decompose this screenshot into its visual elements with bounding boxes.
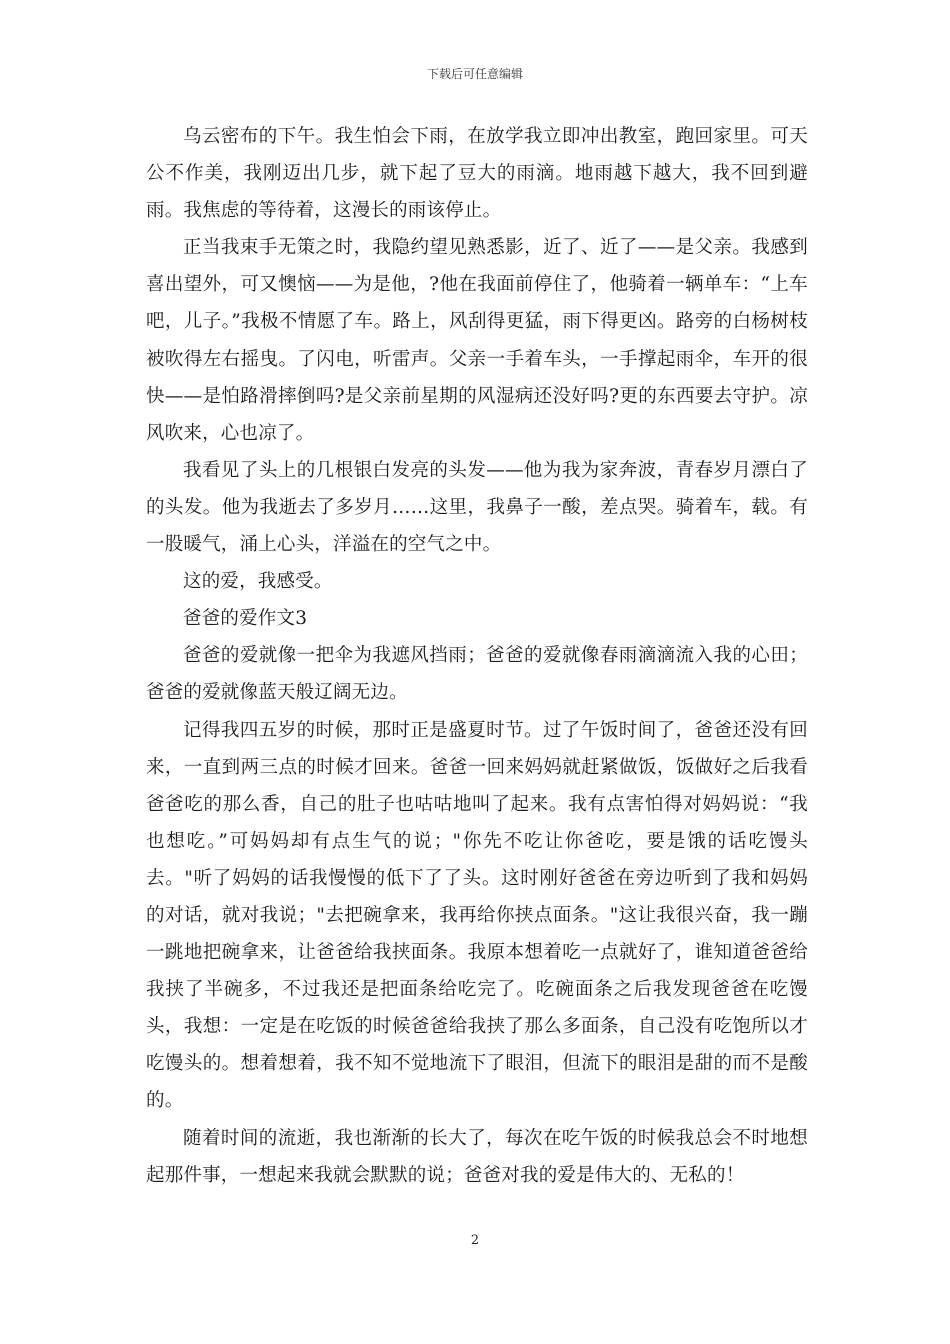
paragraph: 乌云密布的下午。我生怕会下雨，在放学我立即冲出教室，跑回家里。可天公不作美，我刚迈出几步，就下起了豆大的雨滴。地雨越下越大，我不回到避雨。我焦虑的等待着，这漫长的雨该停止。 — [146, 126, 808, 222]
paragraph: 爸爸的爱就像一把伞为我遮风挡雨；爸爸的爱就像春雨滴滴流入我的心田；爸爸的爱就像蓝天般辽阔无边。 — [146, 645, 808, 704]
paragraph: 正当我束手无策之时，我隐约望见熟悉影，近了、近了——是父亲。我感到喜出望外，可又懊恼——为是他，?他在我面前停住了，他骑着一辆单车：“上车吧，儿子。”我极不情愿了车。路上，风刮得更猛，雨下得更凶。路旁的白杨树枝被吹得左右摇曳。了闪电，听雷声。父亲一手着车头，一手撑起雨伞，车开的很快——是怕路滑摔倒吗?是父亲前星期的风湿病还没好吗?更的东西要去守护。凉风吹来，心也凉了。 — [146, 237, 808, 444]
paragraph: 这的爱，我感受。 — [183, 571, 333, 593]
paragraph: 记得我四五岁的时候，那时正是盛夏时节。过了午饭时间了，爸爸还没有回来，一直到两三点的时候才回来。爸爸一回来妈妈就赶紧做饭，饭做好之后我看爸爸吃的那么香，自己的肚子也咕咕地叫了起来。我有点害怕得对妈妈说：“我也想吃。”可妈妈却有点生气的说；"你先不吃让你爸吃，要是饿的话吃馒头去。"听了妈妈的话我慢慢的低下了了头。这时刚好爸爸在旁边听到了我和妈妈的对话，就对我说；"去把碗拿来，我再给你挟点面条。"这让我很兴奋，我一蹦一跳地把碗拿来，让爸爸给我挟面条。我原本想着吃一点就好了，谁知道爸爸给我挟了半碗多，不过我还是把面条给吃完了。吃碗面条之后我发现爸爸在吃馒头，我想：一定是在吃饭的时候爸爸给我挟了那么多面条，自己没有吃饱所以才吃馒头的。想着想着，我不知不觉地流下了眼泪，但流下的眼泪是甜的而不是酸的。 — [146, 719, 808, 1112]
page-header: 下载后可任意编辑 — [426, 67, 523, 81]
document-body — [146, 118, 808, 1194]
paragraph: 随着时间的流逝，我也渐渐的长大了，每次在吃午饭的时候我总会不时地想起那件事，一想起来我就会默默的说；爸爸对我的爱是伟大的、无私的！ — [146, 1127, 808, 1186]
section-title: 爸爸的爱作文3 — [183, 608, 308, 630]
page-number: 2 — [470, 1233, 480, 1248]
paragraph: 我看见了头上的几根银白发亮的头发——他为我为家奔波，青春岁月漂白了的头发。他为我逝去了多岁月……这里，我鼻子一酸，差点哭。骑着车，载。有一股暖气，涌上心头，洋溢在的空气之中。 — [146, 459, 808, 556]
